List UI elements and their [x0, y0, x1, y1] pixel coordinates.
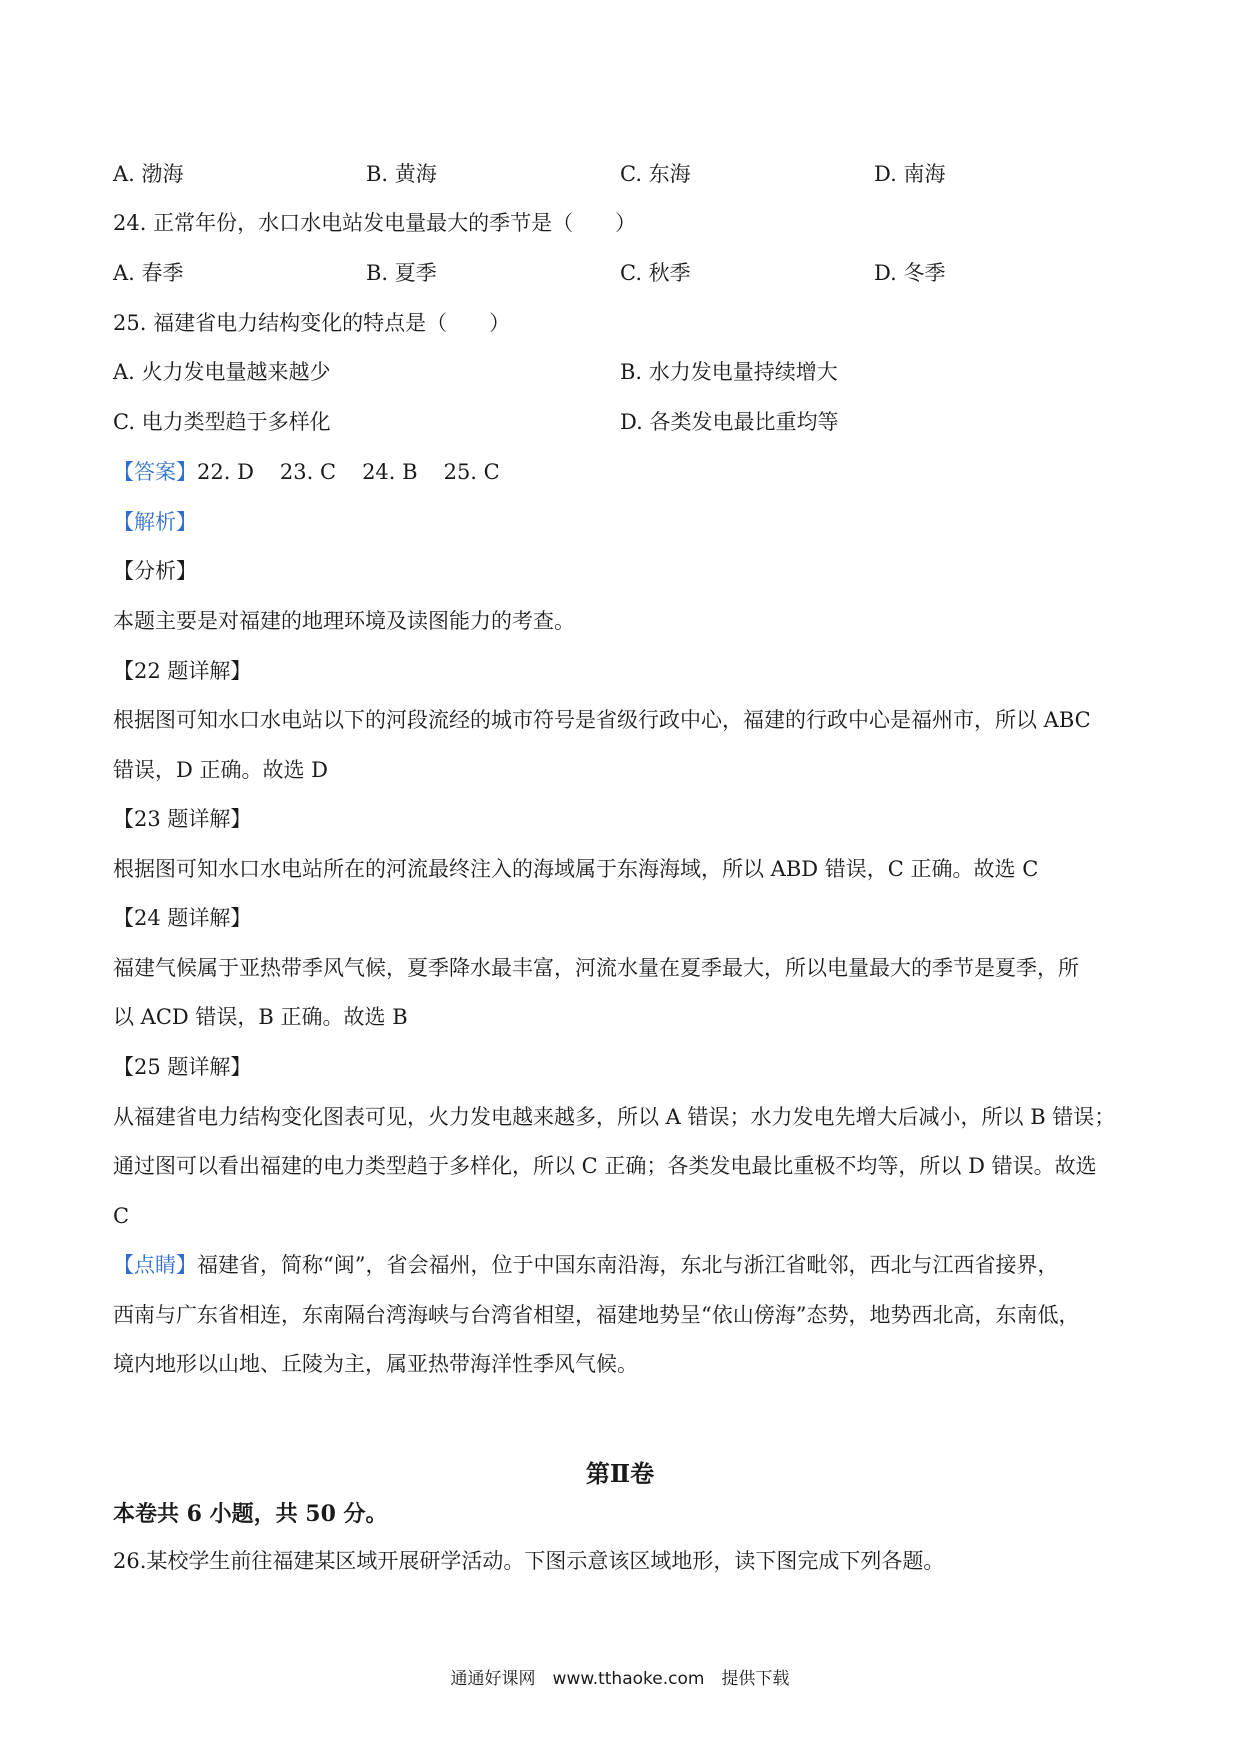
analysis-label: 【解析】 [113, 510, 197, 534]
q24-detail-line: 以 ACD 错误，B 正确。故选 B [113, 1005, 408, 1029]
q22-detail-line: 错误，D 正确。故选 D [113, 758, 329, 782]
answer-line [113, 458, 526, 486]
dianjing-text: 福建省，简称“闽”，省会福州，位于中国东南沿海，东北与浙江省毗邻，西北与江西省接界， [197, 1253, 1059, 1277]
dianjing-line: 境内地形以山地、丘陵为主，属亚热带海洋性季风气候。 [113, 1352, 638, 1376]
q23-option-d: D. 南海 [874, 162, 946, 186]
q24-detail-line: 福建气候属于亚热带季风气候，夏季降水最丰富，河流水量在夏季最大，所以电量最大的季节是夏季，所 [113, 956, 1079, 980]
q23-detail-line: 根据图可知水口水电站所在的河流最终注入的海域属于东海海域，所以 ABD 错误，C 正确。故选 C [113, 857, 1039, 881]
q23-detail-label: 【23 题详解】 [113, 807, 252, 831]
fenxi-text: 本题主要是对福建的地理环境及读图能力的考查。 [113, 609, 575, 633]
q24-option-a: A. 春季 [113, 261, 184, 285]
q25-detail-line: C [113, 1204, 130, 1228]
dianjing-label: 【点睛】 [113, 1253, 197, 1277]
q25-detail-line: 通过图可以看出福建的电力类型趋于多样化，所以 C 正确；各类发电最比重极不均等，所以 D 错误。故选 [113, 1154, 1097, 1178]
answer-label: 【答案】 [113, 460, 197, 484]
answer-item: 25. C [443, 460, 500, 484]
q25-detail-label: 【25 题详解】 [113, 1055, 252, 1079]
q22-detail-label: 【22 题详解】 [113, 659, 252, 683]
q23-option-c: C. 东海 [620, 162, 691, 186]
q24-detail-label: 【24 题详解】 [113, 906, 252, 930]
q24-stem: 24. 正常年份，水口水电站发电量最大的季节是（ ） [113, 211, 637, 235]
section-title: 第Ⅱ卷 [585, 1459, 655, 1488]
answer-item: 23. C [279, 460, 337, 484]
q24-option-d: D. 冬季 [874, 261, 946, 285]
q25-option-c: C. 电力类型趋于多样化 [113, 410, 331, 434]
q25-option-d: D. 各类发电最比重均等 [620, 410, 839, 434]
answer-item: 22. D [197, 460, 254, 484]
q22-detail-line: 根据图可知水口水电站以下的河段流经的城市符号是省级行政中心，福建的行政中心是福州市，所以 ABC [113, 708, 1091, 732]
q25-detail-line: 从福建省电力结构变化图表可见，火力发电越来越多，所以 A 错误；水力发电先增大后减小，所以 B 错误； [113, 1105, 1116, 1129]
section-note: 本卷共 6 小题，共 50 分。 [113, 1501, 388, 1527]
q24-option-b: B. 夏季 [366, 261, 437, 285]
q25-option-b: B. 水力发电量持续增大 [620, 360, 838, 384]
q26-stem: 26.某校学生前往福建某区域开展研学活动。下图示意该区域地形，读下图完成下列各题。 [113, 1549, 945, 1573]
dianjing-line: 西南与广东省相连，东南隔台湾海峡与台湾省相望，福建地势呈“依山傍海”态势，地势西北高，东南低， [113, 1303, 1080, 1327]
q25-stem: 25. 福建省电力结构变化的特点是（ ） [113, 311, 511, 335]
answer-item: 24. B [362, 460, 418, 484]
dianjing-line [113, 1251, 1058, 1279]
q24-option-c: C. 秋季 [620, 261, 691, 285]
q25-option-a: A. 火力发电量越来越少 [113, 360, 331, 384]
page-footer: 通通好课网 www.tthaoke.com 提供下载 [450, 1669, 790, 1689]
fenxi-label: 【分析】 [113, 559, 197, 583]
q23-option-b: B. 黄海 [366, 162, 437, 186]
q23-option-a: A. 渤海 [113, 162, 184, 186]
